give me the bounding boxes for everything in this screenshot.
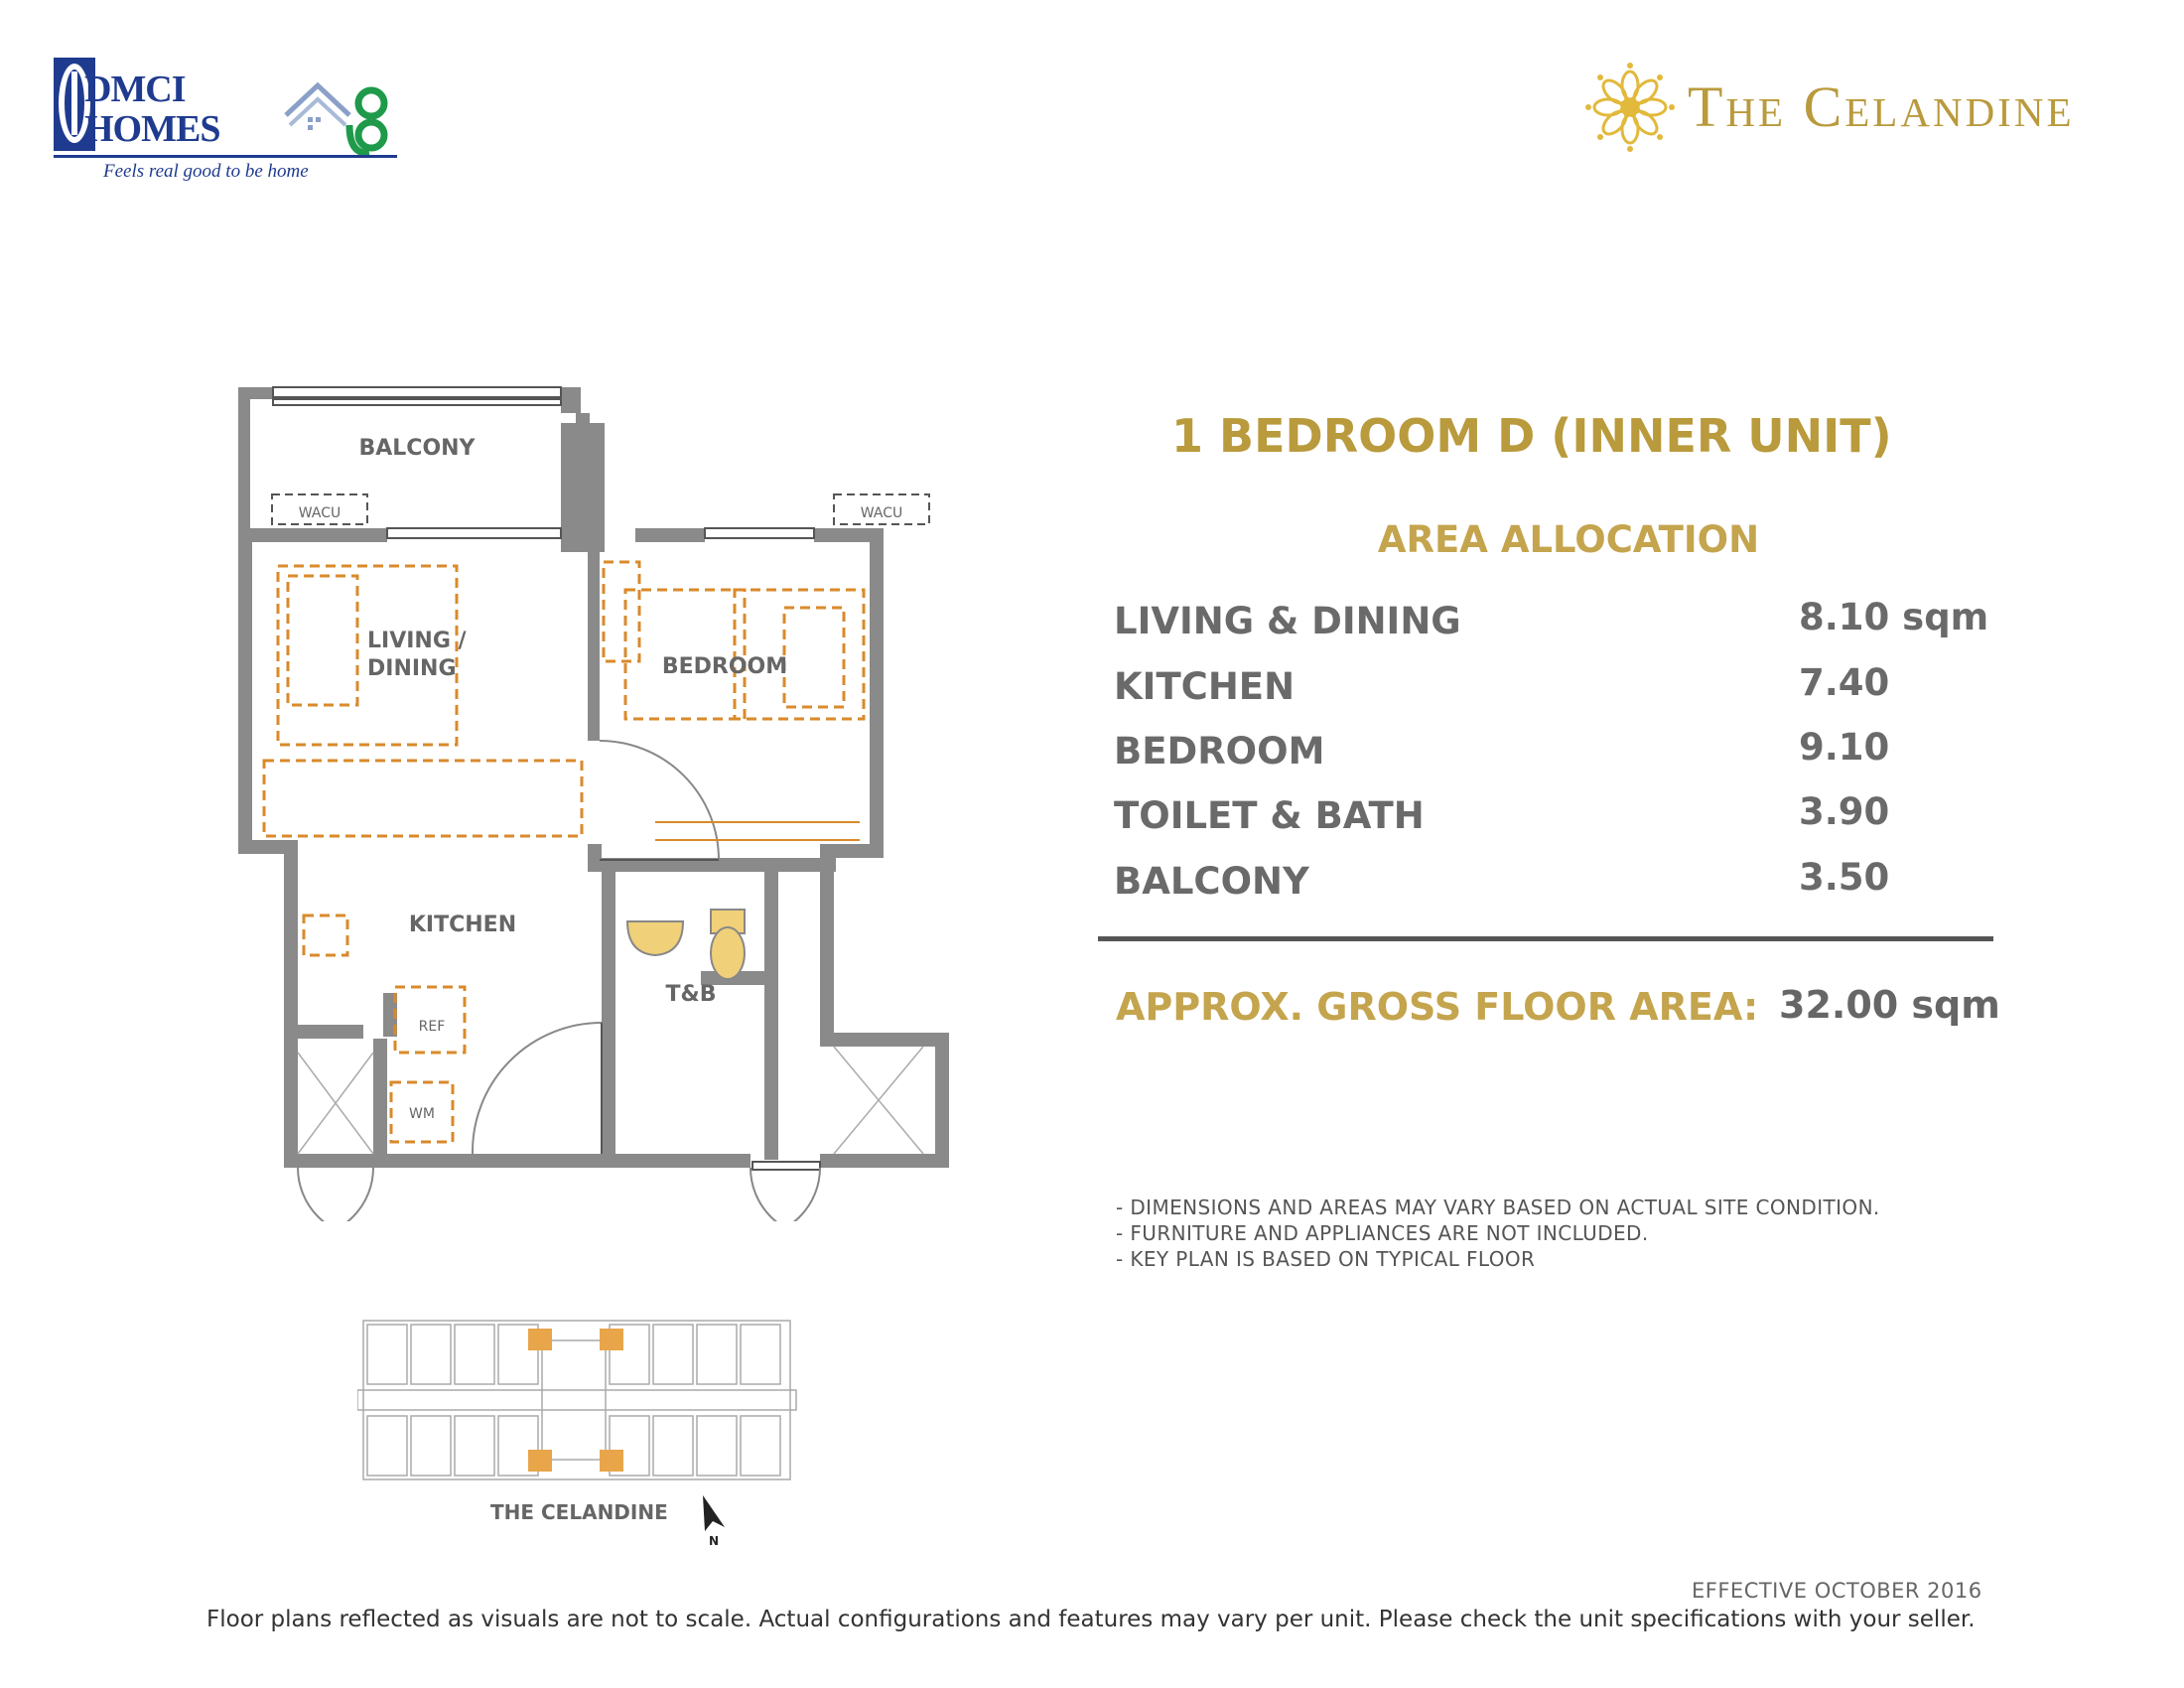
dmci-tagline: Feels real good to be home — [103, 161, 309, 182]
area-value-toilet-bath: 3.90 — [1799, 790, 1890, 833]
label-dining: DINING — [367, 656, 457, 681]
area-divider — [1098, 936, 1993, 941]
label-ref: REF — [418, 1019, 446, 1035]
sanitary — [627, 910, 745, 979]
label-bedroom: BEDROOM — [661, 654, 788, 679]
key-plan-caption: THE CELANDINE — [490, 1500, 668, 1524]
area-label-living-dining: LIVING & DINING — [1114, 600, 1461, 642]
key-plan-units-top — [367, 1325, 780, 1384]
disclaimer-text: Floor plans reflected as visuals are not to scale. Actual configurations and features may vary per unit. Please check the unit specifications with your seller. — [206, 1607, 1976, 1632]
label-balcony: BALCONY — [358, 436, 476, 461]
area-value-living-dining: 8.10 sqm — [1799, 596, 1989, 638]
area-label-balcony: BALCONY — [1114, 860, 1309, 903]
area-allocation-heading: AREA ALLOCATION — [1377, 518, 1760, 561]
area-label-toilet-bath: TOILET & BATH — [1114, 794, 1425, 837]
area-label-bedroom: BEDROOM — [1114, 730, 1325, 773]
project-logo-text: The Celandine — [1688, 74, 2075, 139]
area-value-balcony: 3.50 — [1799, 856, 1890, 899]
note-key-plan: - KEY PLAN IS BASED ON TYPICAL FLOOR — [1116, 1247, 1536, 1271]
label-kitchen: KITCHEN — [408, 913, 517, 937]
walls — [238, 387, 949, 1168]
north-arrow-icon — [695, 1487, 735, 1551]
label-tb: T&B — [665, 982, 717, 1007]
effective-date: EFFECTIVE OCTOBER 2016 — [1692, 1579, 1982, 1603]
dmci-brand-line1: DMCI — [84, 69, 186, 110]
unit-floor-plan — [228, 377, 983, 1225]
label-living: LIVING / — [367, 629, 467, 653]
label-wm: WM — [409, 1106, 435, 1122]
gross-floor-area-value: 32.00 sqm — [1779, 983, 2000, 1027]
key-plan — [357, 1311, 804, 1493]
note-furniture: - FURNITURE AND APPLIANCES ARE NOT INCLUDED. — [1116, 1221, 1649, 1245]
celandine-flower-icon — [1582, 60, 1678, 155]
label-wacu-left: WACU — [298, 505, 341, 521]
north-label: N — [709, 1534, 720, 1547]
area-value-bedroom: 9.10 — [1799, 726, 1890, 769]
area-value-kitchen: 7.40 — [1799, 661, 1890, 704]
area-label-kitchen: KITCHEN — [1114, 665, 1296, 708]
windows — [273, 387, 820, 1170]
wardrobe — [655, 822, 860, 840]
gross-floor-area-label: APPROX. GROSS FLOOR AREA: — [1116, 985, 1759, 1029]
dmci-rule — [54, 155, 397, 158]
note-dimensions: - DIMENSIONS AND AREAS MAY VARY BASED ON ACTUAL SITE CONDITION. — [1116, 1196, 1880, 1219]
key-plan-units-bottom — [367, 1416, 780, 1476]
label-wacu-right: WACU — [860, 505, 903, 521]
dmci-brand-line2: HOMES — [84, 108, 220, 150]
unit-type-title: 1 BEDROOM D (INNER UNIT) — [1171, 409, 1892, 463]
